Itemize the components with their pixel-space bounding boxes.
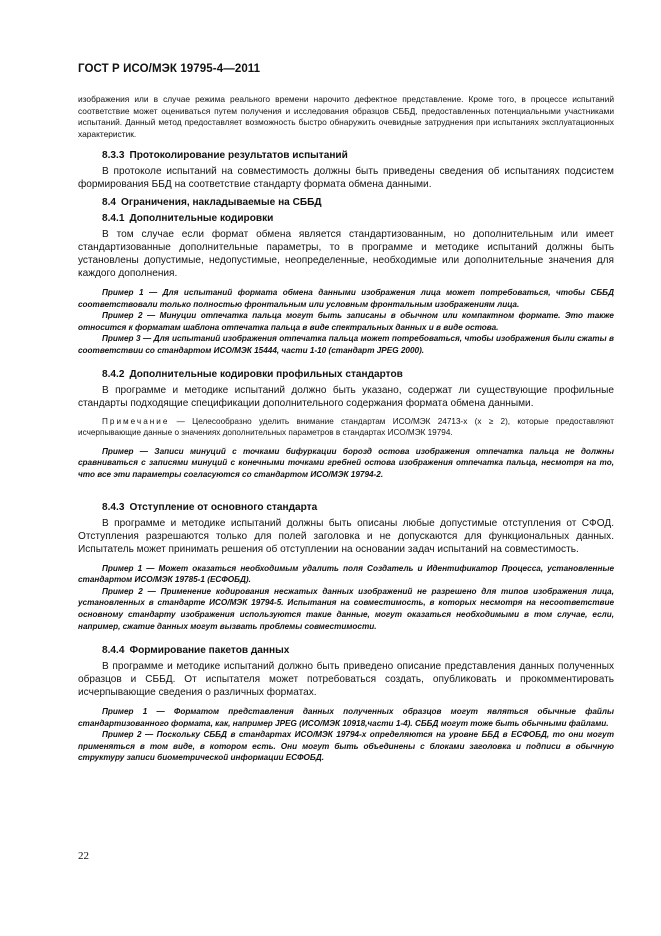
section-8-4-3-heading [78, 501, 614, 514]
section-title: Дополнительные кодировки [129, 213, 274, 224]
section-8-3-3-paragraph: В протоколе испытаний на совместимость должны быть приведены сведения об испытаниях подсистем формирования ББД на соответствие стандарту формата обмена данными. [78, 166, 614, 190]
section-number: 8.4.2 [102, 368, 125, 380]
example-paragraph: Пример 3 — Для испытаний изображения отпечатка пальца может потребоваться, чтобы изображения были сжаты в соответствии со стандартом ИСО/МЭК 15444, части 1-10 (стандарт JPEG 2000). [78, 334, 614, 355]
example-paragraph: Пример 1 — Может оказаться необходимым удалить поля Создатель и Идентификатор Процесса, установленные стандартом ИСО/МЭК 19785-1 (ЕСФОБД). [78, 563, 614, 585]
note-label: Примечание [102, 416, 170, 426]
page-content [78, 94, 614, 764]
document-header: ГОСТ Р ИСО/МЭК 19795-4—2011 [78, 63, 261, 75]
example-paragraph: Пример 2 — Минуции отпечатка пальца могут быть записаны в обычном или компактном формате. Это также относится к форматам шаблона отпечатка пальца в виде спектральных данных и в виде остова. [78, 311, 614, 332]
section-title: Протоколирование результатов испытаний [129, 150, 348, 161]
section-number: 8.3.3 [102, 150, 125, 161]
section-8-4-4-heading [78, 644, 614, 657]
note-text: — Целесообразно уделить внимание стандартам ИСО/МЭК 24713-х (х ≥ 2), которые предоставляют исчерпывающие данные о значениях дополнительных параметров в стандартах ИСО/МЭК 19794. [78, 416, 614, 438]
section-title: Дополнительные кодировки профильных стандартов [129, 368, 403, 380]
example-paragraph: Пример 2 — Применение кодирования несжатых данных изображений не разрешено для типов изображения лица, установленных в стандарте ИСО/МЭК 19794-5. Испытания на совместимость, в которых несмотря на несоответствие основному стандарту изображения используются такие данные, могут оказаться необходимыми в том случае, если, например, сжатие данных могут вызвать проблемы совместимости. [78, 586, 614, 631]
intro-paragraph: изображения или в случае режима реального времени нарочито дефектное представление. Кроме того, в процессе испытаний соответствие может оцениваться путем получения и исследования образцов СББД, предоставленных потенциальными участниками испытаний. Данный метод предоставляет возможность быстро обнаружить очевидные затруднения при испытаниях эксплуатационных характеристик. [78, 94, 614, 139]
section-title: Формирование пакетов данных [129, 645, 290, 657]
note-paragraph [78, 416, 614, 439]
section-8-4-heading [78, 196, 614, 209]
section-8-3-3-heading [78, 149, 614, 162]
section-number: 8.4.4 [102, 645, 125, 657]
section-title: Отступление от основного стандарта [129, 501, 318, 513]
example-paragraph: Пример 1 — Для испытаний формата обмена данными изображения лица может потребоваться, чтобы СББД соответствовали только полностью фронтальным или условным фронтальным изображениям лица. [78, 288, 614, 309]
section-8-4-2-heading [78, 368, 614, 381]
section-title: Ограничения, накладываемые на СББД [121, 197, 322, 208]
page-number: 22 [78, 850, 89, 862]
section-8-4-2-paragraph: В программе и методике испытаний должно быть указано, содержат ли существующие профильные стандарты подходящие спецификации дополнительного содержания формата обмена данными. [78, 384, 614, 409]
section-number: 8.4.3 [102, 501, 125, 513]
section-8-4-3-paragraph: В программе и методике испытаний должны быть описаны любые допустимые отступления от СФОД. Отступления разрешаются только для полей заголовка и не допускаются для функциональных данных. Испытатель может принимать решения об отступлении на основании задач испытаний на совместимость. [78, 517, 614, 555]
section-8-4-1-heading [78, 212, 614, 225]
example-paragraph: Пример 1 — Форматом представления данных полученных образцов могут являться обычные файлы стандартизованного формата, как, например JPEG (ИСО/МЭК 10918,части 1-4). СББД могут тоже быть обычными файлами. [78, 707, 614, 728]
example-paragraph: Пример 2 — Поскольку СББД в стандартах ИСО/МЭК 19794-х определяются на уровне ББД в ЕСФОБД, то они могут применяться в том виде, в котором есть. Они могут быть объединены с блоками заголовка и подписи в обычную структуру записи биометрической информации ЕСФОБД. [78, 730, 614, 763]
section-number: 8.4 [102, 197, 117, 208]
section-number: 8.4.1 [102, 213, 125, 224]
example-paragraph: Пример — Записи минуций с точками бифуркации борозд остова изображения отпечатка пальца не должны сравниваться с записями минуций с конечными точками гребней остова изображения отпечатка пальца, несмотря на то, что все эти параметры согласуются со стандартом ИСО/МЭК 19794-2. [78, 446, 614, 479]
section-8-4-4-paragraph: В программе и методике испытаний должно быть приведено описание представления данных полученных образцов и СББД. От испытателя может потребоваться создать, опубликовать и прокомментировать исчерпывающие сведения о различных форматах. [78, 661, 614, 699]
section-8-4-1-paragraph: В том случае если формат обмена является стандартизованным, но дополнительным или имеет стандартизованные дополнительные параметры, то в программе и методике испытаний должны быть установлены допустимые, недопустимые, неопределенные, необходимые или дополнительные значения для каждого дополнения. [78, 229, 614, 279]
